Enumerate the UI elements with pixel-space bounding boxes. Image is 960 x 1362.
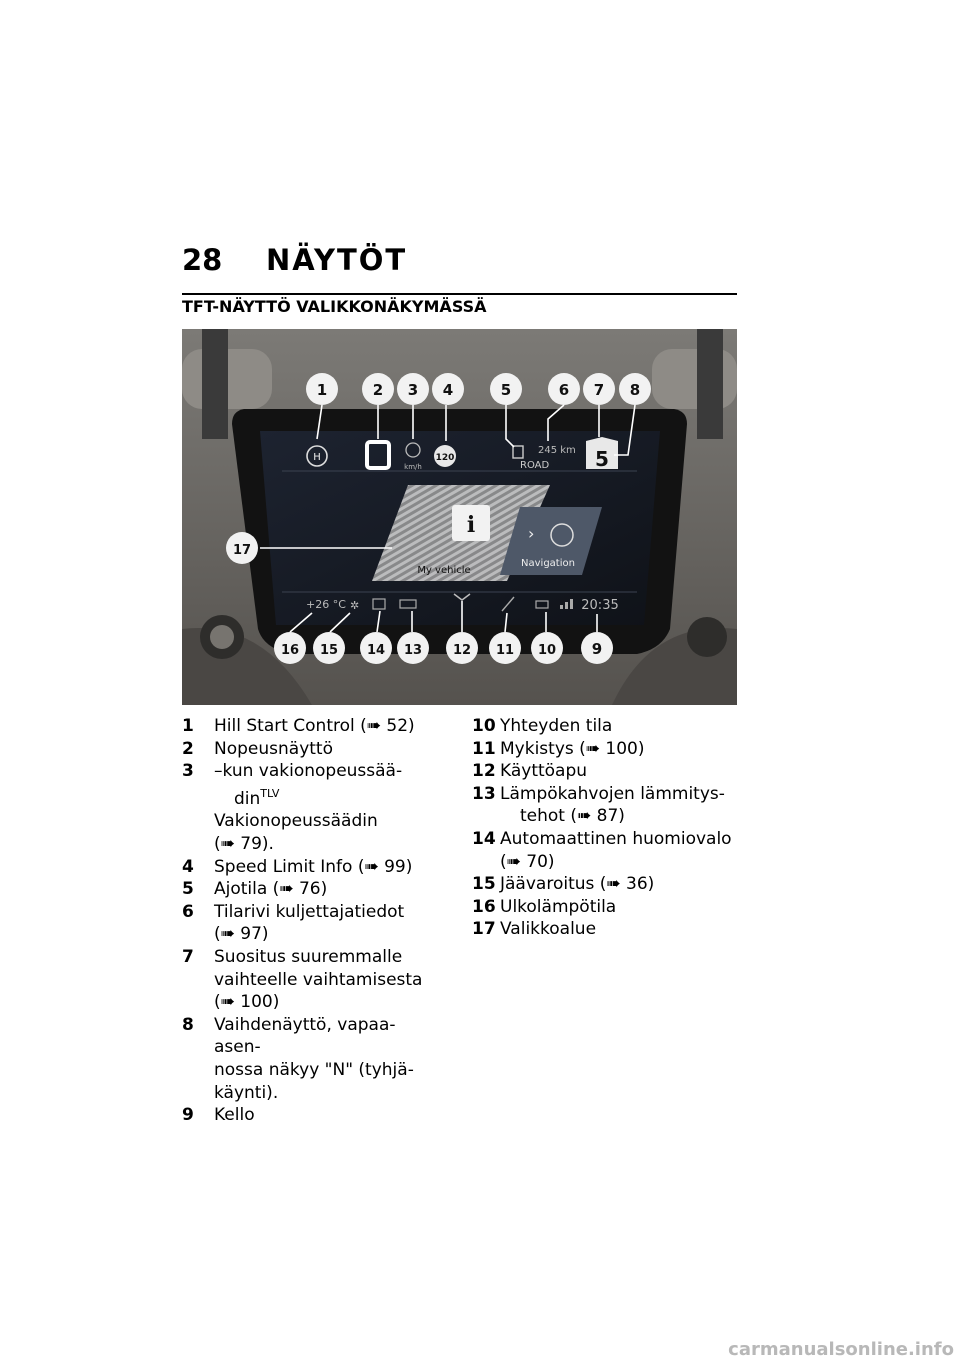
callout-5 xyxy=(490,373,522,405)
tft-display-photo xyxy=(182,329,737,705)
menu-item-my-vehicle: My vehicle xyxy=(417,565,471,576)
legend-item: 1 Hill Start Control (➠ 52) xyxy=(182,716,415,736)
svg-text:13: 13 xyxy=(403,643,423,658)
callout-1 xyxy=(306,373,338,405)
svg-text:17: 17 xyxy=(232,543,252,558)
svg-text:2: 2 xyxy=(372,381,384,399)
callout-14 xyxy=(360,632,392,664)
legend-item: 9 Kello xyxy=(182,1105,255,1126)
legend-item: 6 Tilarivi kuljettajatiedot (➠ 97) xyxy=(182,901,405,945)
range-value: 245 km xyxy=(538,445,576,456)
speed-unit-label: km/h xyxy=(404,463,422,471)
page-title: NÄYTÖT xyxy=(266,243,408,277)
svg-text:11: 11 xyxy=(495,643,515,658)
riding-mode: ROAD xyxy=(520,460,550,471)
legend-item: 4 Speed Limit Info (➠ 99) xyxy=(182,856,413,877)
section-title: TFT-NÄYTTÖ VALIKKONÄKYMÄSSÄ xyxy=(182,297,487,316)
callout-7 xyxy=(583,373,615,405)
legend-item: 8 Vaihdenäyttö, vapaa-asen- nossa näkyy "N" (tyhjä- käynti). xyxy=(182,1014,414,1103)
svg-text:H: H xyxy=(313,452,321,463)
svg-text:4: 4 xyxy=(442,381,454,399)
svg-text:9: 9 xyxy=(591,640,603,658)
temperature-value: +26 °C xyxy=(306,598,346,611)
legend-item: 16 Ulkolämpötila xyxy=(472,896,617,917)
legend-item: 7 Suositus suuremmalle vaihteelle vaihtamisesta (➠ 100) xyxy=(182,946,423,1013)
speed-limit-value: 120 xyxy=(435,453,455,463)
callout-4 xyxy=(432,373,464,405)
legend-item: 10 Yhteyden tila xyxy=(472,716,613,736)
tlv-superscript: TLV xyxy=(260,786,280,800)
svg-text:7: 7 xyxy=(593,381,605,399)
callout-11 xyxy=(489,632,521,664)
callout-3 xyxy=(397,373,429,405)
legend-item: 15 Jäävaroitus (➠ 36) xyxy=(472,874,655,895)
svg-text:1: 1 xyxy=(316,381,328,399)
menu-item-navigation: Navigation xyxy=(521,558,575,569)
callout-10 xyxy=(531,632,563,664)
svg-text:6: 6 xyxy=(558,381,570,399)
callout-9 xyxy=(581,632,613,664)
svg-text:8: 8 xyxy=(629,381,641,399)
svg-text:✲: ✲ xyxy=(350,599,360,612)
legend-item: 2 Nopeusnäyttö xyxy=(182,738,333,759)
callout-13 xyxy=(397,632,429,664)
legend-item: 14 Automaattinen huomiovalo (➠ 70) xyxy=(472,828,732,872)
legend-right-column xyxy=(472,715,737,941)
header-rule xyxy=(182,293,737,295)
legend-item: 11 Mykistys (➠ 100) xyxy=(472,738,645,759)
clock-value: 20:35 xyxy=(581,598,619,613)
callout-6 xyxy=(548,373,580,405)
svg-text:14: 14 xyxy=(366,643,386,658)
page-number: 28 xyxy=(182,243,223,277)
legend-left-column xyxy=(182,715,437,1127)
svg-text:16: 16 xyxy=(280,643,300,658)
svg-text:5: 5 xyxy=(500,381,512,399)
svg-text:10: 10 xyxy=(537,643,557,658)
svg-text:i: i xyxy=(466,512,476,538)
callout-16 xyxy=(274,632,306,664)
watermark-text: carmanualsonline.info xyxy=(728,1339,954,1360)
svg-text:3: 3 xyxy=(407,381,419,399)
gear-indicator: 5 xyxy=(595,447,609,471)
callout-12 xyxy=(446,632,478,664)
callout-15 xyxy=(313,632,345,664)
legend-item: 5 Ajotila (➠ 76) xyxy=(182,879,328,900)
callout-2 xyxy=(362,373,394,405)
svg-text:15: 15 xyxy=(319,643,339,658)
legend-item: 12 Käyttöapu xyxy=(472,761,588,782)
svg-text:12: 12 xyxy=(452,643,472,658)
legend-item: 13 Lämpökahvojen lämmitys- tehot (➠ 87) xyxy=(472,783,725,827)
callout-8 xyxy=(619,373,651,405)
callout-17 xyxy=(226,532,258,564)
legend-item: 3 –kun vakionopeussää- din$^{TLV}$ Vakionopeussäädin (➠ 79). xyxy=(182,761,403,854)
legend-item: 17 Valikkoalue xyxy=(472,919,597,940)
svg-text:›: › xyxy=(528,524,535,543)
